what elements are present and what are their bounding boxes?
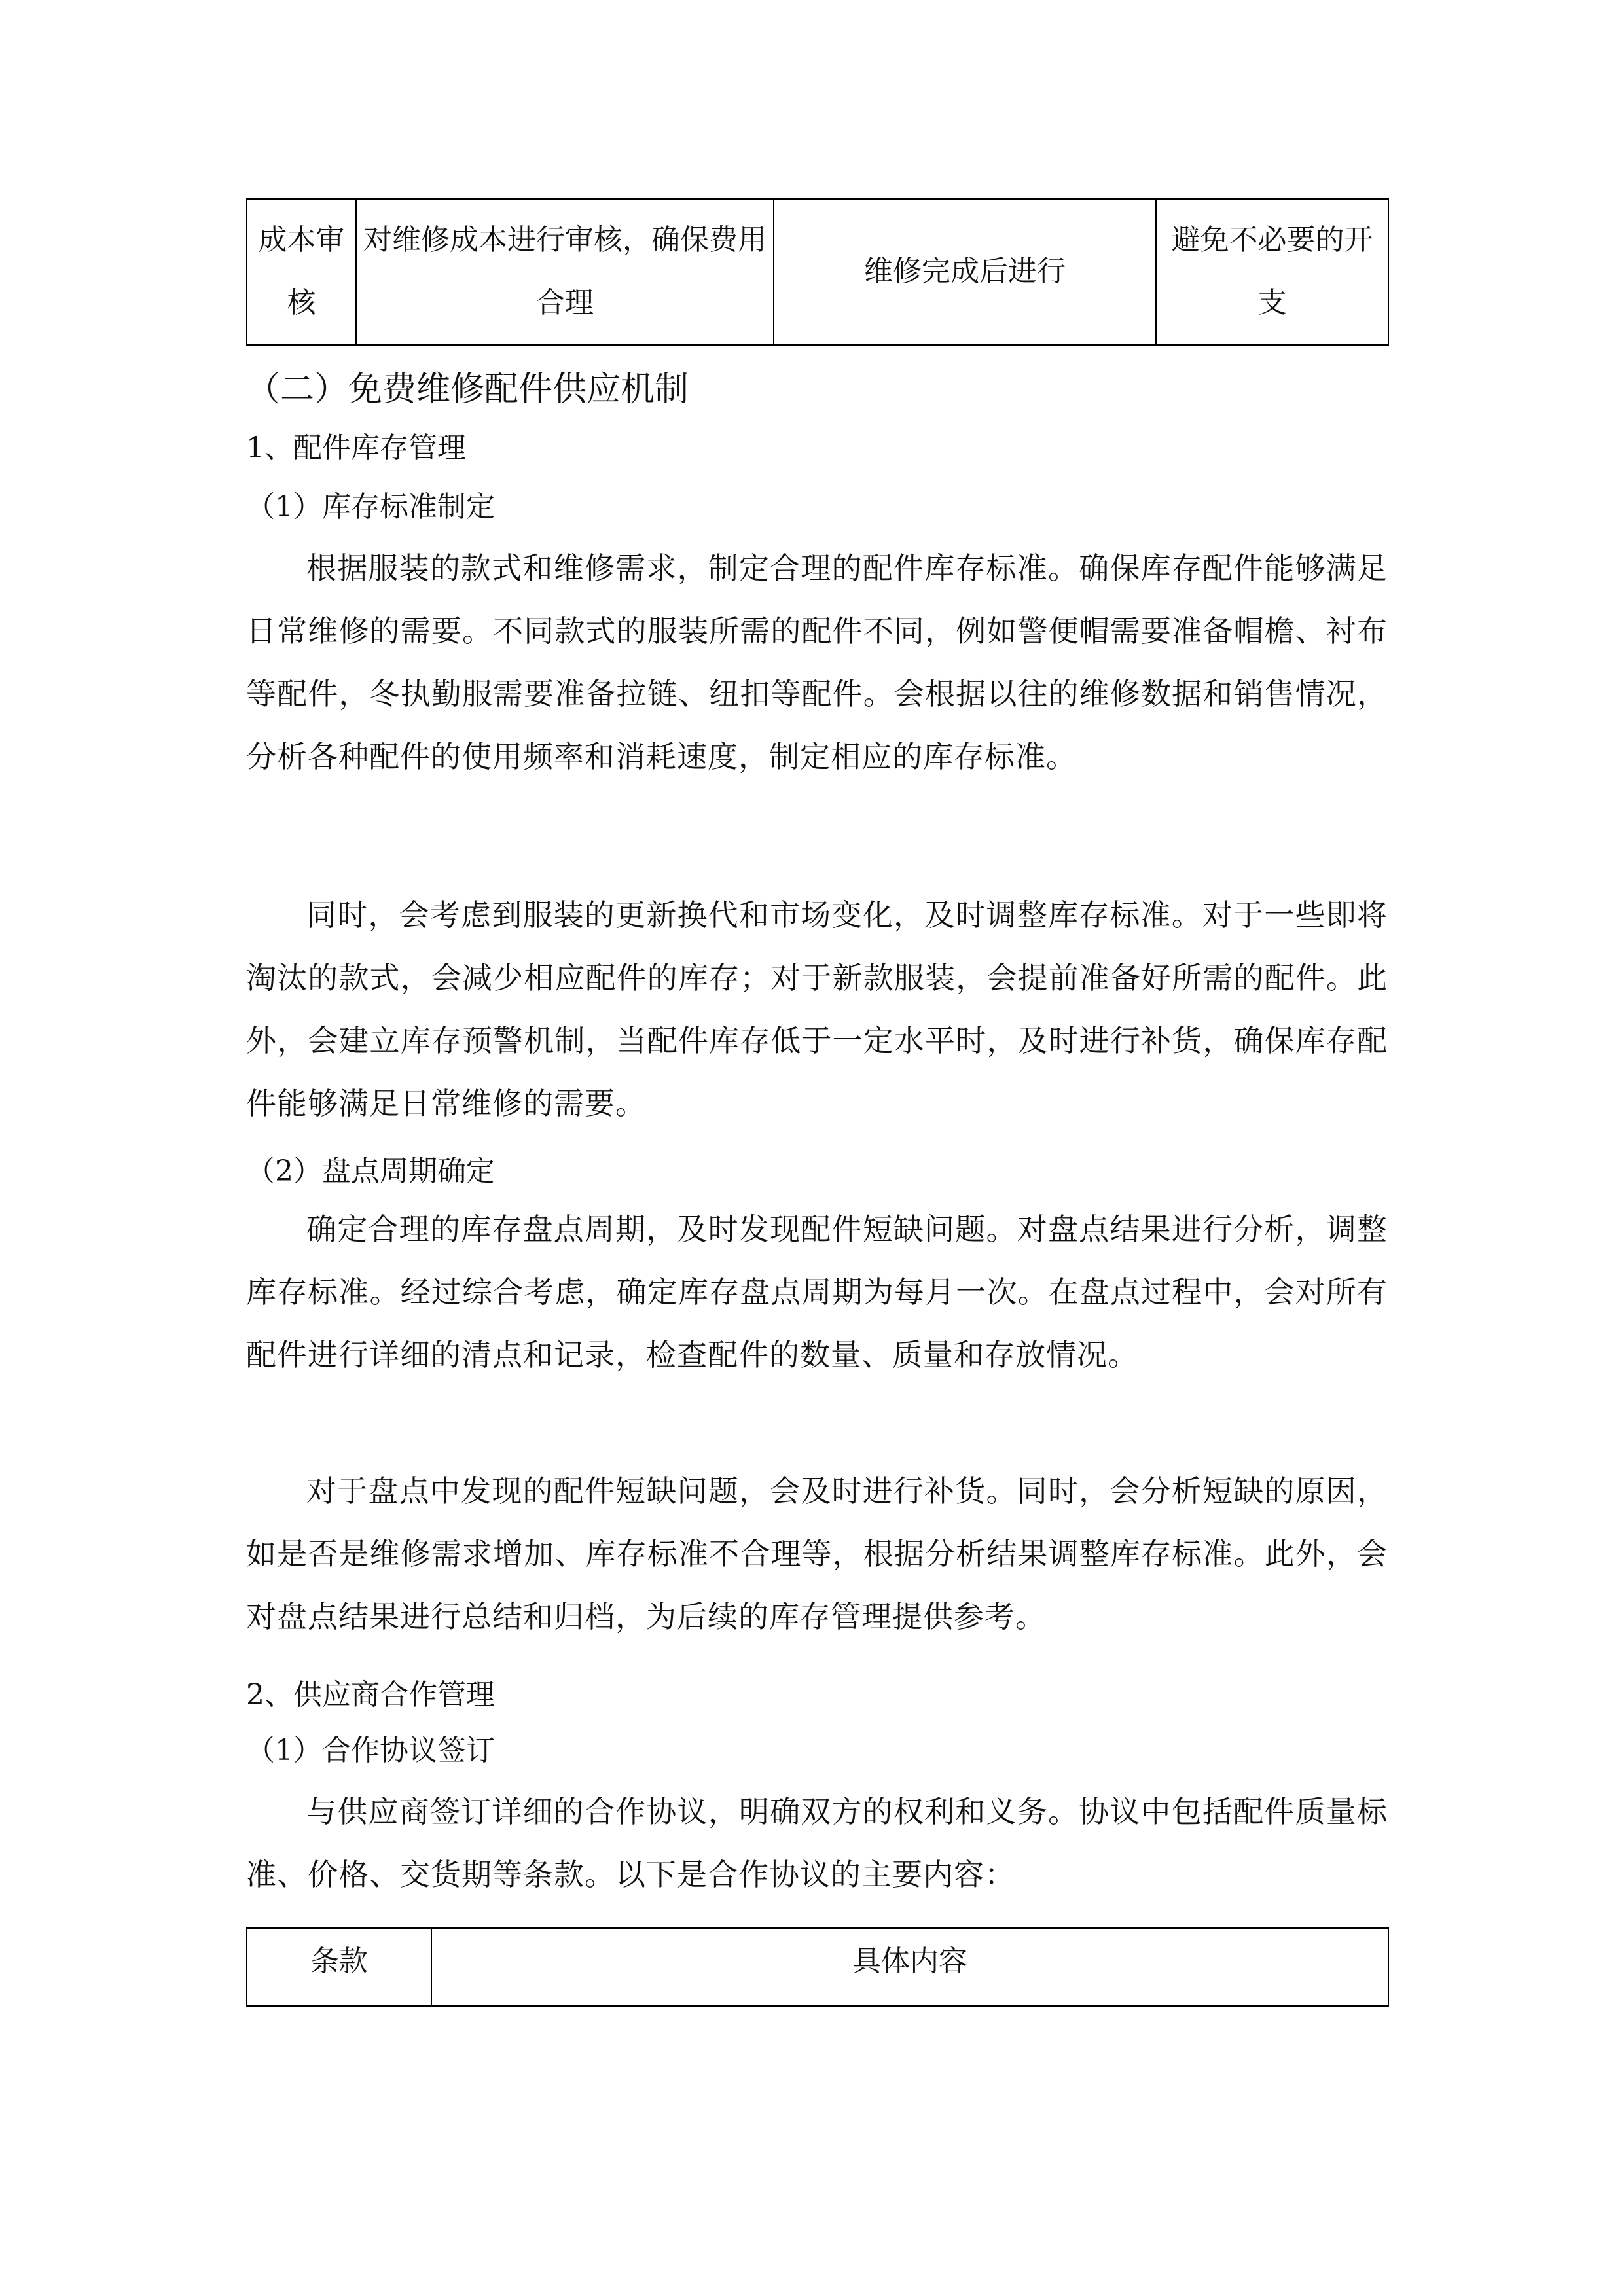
header-content: 具体内容: [431, 1928, 1388, 2006]
cell-purpose: 避免不必要的开支: [1156, 199, 1388, 345]
subsection-heading-1: 1、配件库存管理: [246, 431, 466, 465]
cost-table: [246, 198, 1389, 346]
paragraph: 与供应商签订详细的合作协议，明确双方的权利和义务。协议中包括配件质量标准、价格、交货期等条款。以下是合作协议的主要内容：: [246, 1794, 1388, 1892]
paragraph: 同时，会考虑到服装的更新换代和市场变化，及时调整库存标准。对于一些即将淘汰的款式，会减少相应配件的库存；对于新款服装，会提前准备好所需的配件。此外，会建立库存预警机制，当配件库存低于一定水平时，及时进行补货，确保库存配件能够满足日常维修的需要。: [246, 897, 1388, 1121]
item-heading-1-2: （2）盘点周期确定: [246, 1155, 495, 1188]
section-heading: （二）免费维修配件供应机制: [246, 370, 689, 409]
table-row: [247, 199, 1388, 345]
paragraph: 确定合理的库存盘点周期，及时发现配件短缺问题。对盘点结果进行分析，调整库存标准。经过综合考虑，确定库存盘点周期为每月一次。在盘点过程中，会对所有配件进行详细的清点和记录，检查配件的数量、质量和存放情况。: [246, 1211, 1388, 1372]
item-heading-1-1: （1）库存标准制定: [246, 490, 495, 524]
cell-description: 对维修成本进行审核，确保费用合理: [356, 199, 774, 345]
header-clause: 条款: [247, 1928, 431, 2006]
item-heading-2-1: （1）合作协议签订: [246, 1734, 495, 1767]
cell-item: 成本审核: [247, 199, 356, 345]
paragraph: 对于盘点中发现的配件短缺问题，会及时进行补货。同时，会分析短缺的原因，如是否是维修需求增加、库存标准不合理等，根据分析结果调整库存标准。此外，会对盘点结果进行总结和归档，为后续的库存管理提供参考。: [246, 1473, 1388, 1634]
agreement-table: [246, 1927, 1389, 2007]
subsection-heading-2: 2、供应商合作管理: [246, 1678, 495, 1712]
cell-timing: 维修完成后进行: [774, 199, 1156, 345]
paragraph: 根据服装的款式和维修需求，制定合理的配件库存标准。确保库存配件能够满足日常维修的需要。不同款式的服装所需的配件不同，例如警便帽需要准备帽檐、衬布等配件，冬执勤服需要准备拉链、纽扣等配件。会根据以往的维修数据和销售情况，分析各种配件的使用频率和消耗速度，制定相应的库存标准。: [246, 550, 1388, 774]
table-header-row: [247, 1928, 1388, 2006]
